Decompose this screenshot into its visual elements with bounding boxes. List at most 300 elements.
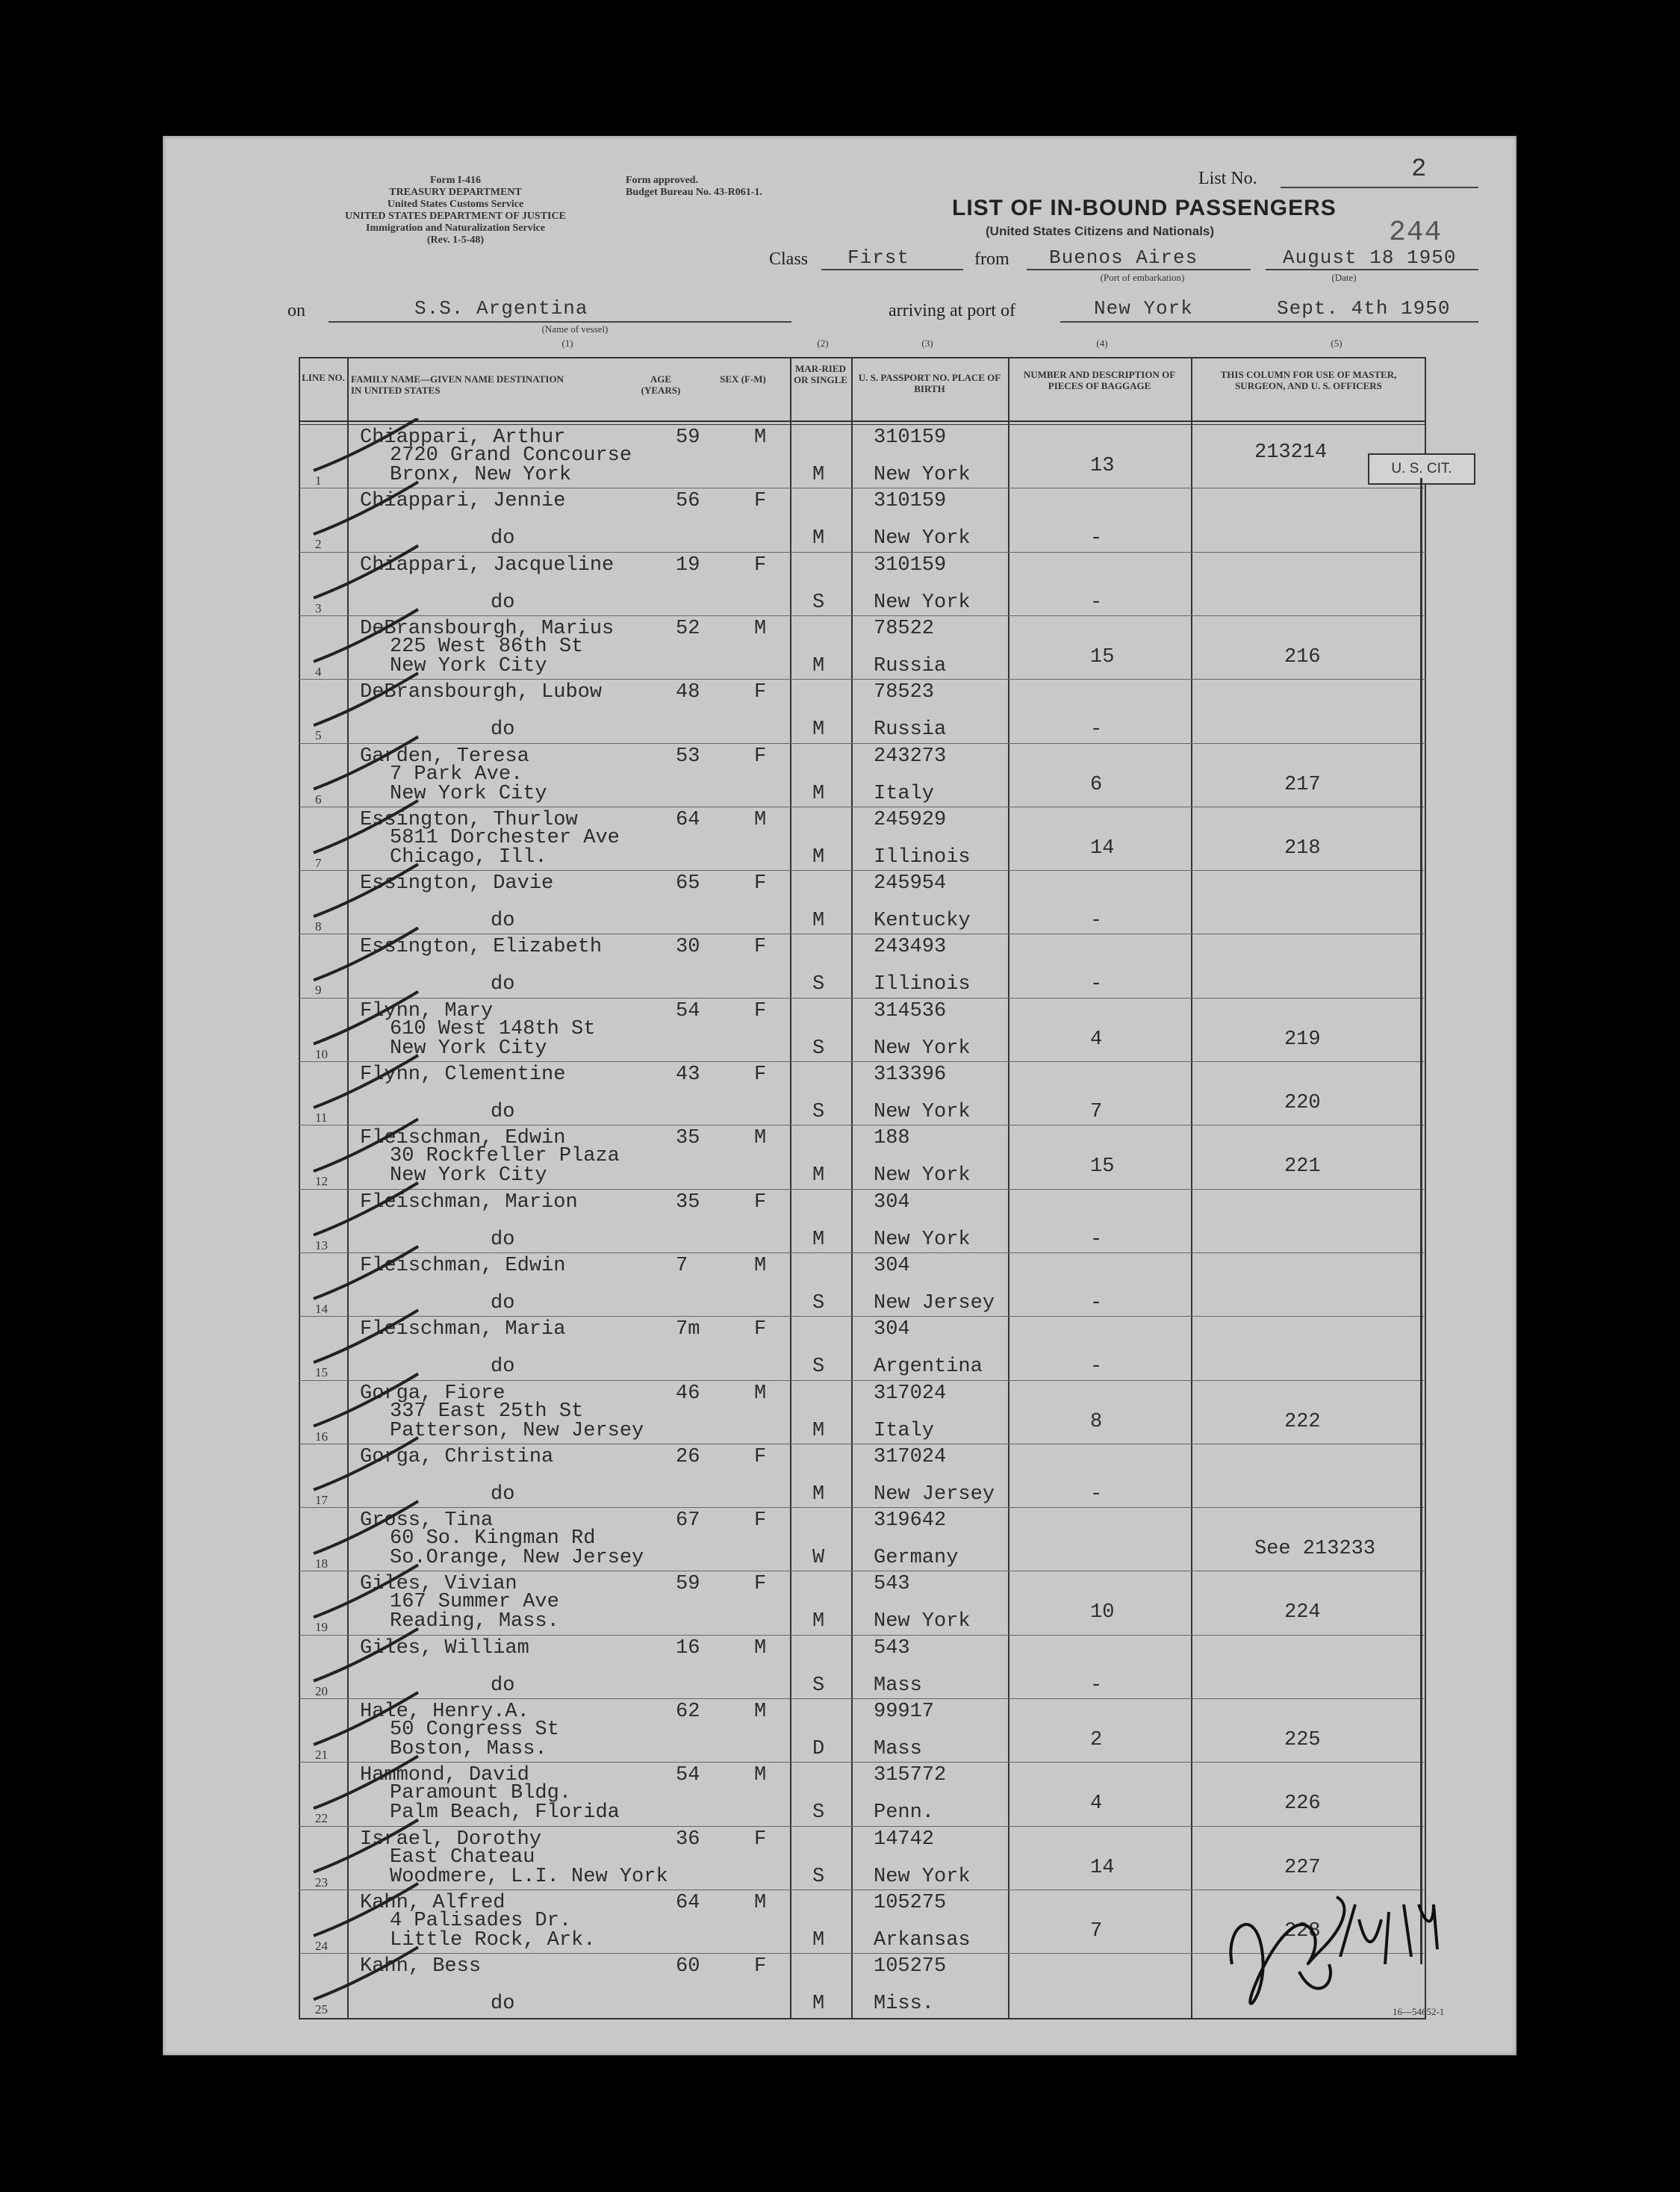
destination-city: New York City (390, 654, 547, 677)
age: 46 (676, 1382, 700, 1405)
age: 36 (676, 1828, 700, 1851)
line-number: 4 (315, 664, 322, 679)
place-of-birth: New York (874, 591, 971, 614)
passenger-name: Giles, William (360, 1636, 529, 1659)
sex: F (754, 1445, 767, 1468)
class-value: First (847, 246, 910, 269)
officer-number: See 213233 (1254, 1538, 1376, 1561)
destination-city: So.Orange, New Jersey (390, 1547, 644, 1570)
officer-number: 217 (1284, 773, 1321, 796)
passport-number: 317024 (874, 1382, 947, 1405)
baggage-count: - (1090, 1674, 1103, 1697)
baggage-count: 7 (1090, 1919, 1103, 1943)
form-approval: Form approved. Budget Bureau No. 43-R061-1. (626, 175, 762, 198)
baggage-count: - (1090, 527, 1103, 550)
marital-status: M (812, 782, 825, 805)
age: 30 (676, 936, 700, 959)
sex: M (754, 1127, 767, 1150)
sex: F (754, 1190, 767, 1214)
passenger-name: Kahn, Alfred (360, 1891, 505, 1914)
passenger-name: Chiappari, Arthur (360, 426, 566, 449)
checkmark (314, 864, 418, 916)
col-number: (3) (921, 338, 933, 349)
vessel-name: S.S. Argentina (414, 297, 588, 320)
baggage-count: - (1090, 910, 1103, 933)
baggage-count: - (1090, 973, 1103, 996)
passport-number: 78522 (874, 617, 935, 640)
checkmark (314, 546, 418, 598)
sex: M (754, 808, 767, 831)
destination-city: do (491, 527, 515, 550)
destination-city: New York City (390, 1164, 547, 1187)
age: 64 (676, 808, 700, 831)
line-number: 20 (315, 1683, 328, 1698)
destination-street: East Chateau (390, 1845, 535, 1869)
passport-number: 310159 (874, 490, 947, 513)
baggage-count: 2 (1090, 1729, 1103, 1751)
header-passport: U. S. PASSPORT NO. PLACE OF BIRTH (858, 372, 1001, 394)
header-officers: THIS COLUMN FOR USE OF MASTER, SURGEON, AND U. S. OFFICERS (1220, 369, 1397, 391)
destination-street: 225 West 86th St (390, 635, 584, 658)
passenger-name: Essington, Elizabeth (360, 936, 603, 959)
form-agency-header (284, 175, 627, 246)
destination-street: 2720 Grand Concourse (390, 444, 632, 467)
checkmark (314, 737, 418, 789)
officer-number: 213214 (1254, 441, 1328, 464)
arrival-date: Sept. 4th 1950 (1277, 297, 1451, 320)
destination-city: New York City (390, 1037, 547, 1060)
sex: F (754, 999, 767, 1022)
marital-status: M (812, 527, 825, 550)
passenger-name: Gross, Tina (360, 1509, 494, 1533)
checkmark (314, 992, 418, 1044)
marital-status: S (812, 1356, 825, 1379)
destination-street: 60 So. Kingman Rd (390, 1527, 596, 1550)
age: 7m (676, 1318, 700, 1341)
place-of-birth: New York (874, 464, 971, 486)
destination-city: Woodmere, L.I. New York (390, 1865, 668, 1888)
from-label: from (974, 249, 1009, 269)
checkmark (314, 673, 418, 725)
sex: M (754, 1382, 767, 1405)
destination-city: Reading, Mass. (390, 1610, 559, 1633)
passenger-name: Israel, Dorothy (360, 1828, 542, 1851)
marital-status: M (812, 718, 825, 742)
sex: M (754, 1254, 767, 1277)
destination-city: do (491, 910, 515, 933)
passport-number: 243493 (874, 936, 947, 959)
age: 64 (676, 1891, 700, 1914)
sex: F (754, 1955, 767, 1978)
baggage-count: 4 (1090, 1792, 1103, 1816)
age: 54 (676, 999, 700, 1022)
marital-status: M (812, 1228, 825, 1251)
us-citizen-stamp: U. S. CIT. (1368, 453, 1475, 485)
passenger-name: Giles, Vivian (360, 1573, 517, 1596)
age: 43 (676, 1064, 700, 1086)
header-line-no: LINE NO. (302, 372, 345, 383)
header-sex: SEX (F-M) (720, 373, 766, 385)
col-number: (5) (1331, 338, 1343, 349)
sex: F (754, 745, 767, 768)
header-name: FAMILY NAME—GIVEN NAME DESTINATION IN UNITED STATES (351, 373, 564, 396)
place-of-birth: Germany (874, 1547, 959, 1570)
age: 67 (676, 1509, 700, 1533)
baggage-count: 4 (1090, 1028, 1103, 1051)
baggage-count: 8 (1090, 1410, 1103, 1433)
passenger-name: Gorga, Fiore (360, 1382, 505, 1405)
place-of-birth: New York (874, 1164, 971, 1187)
age: 53 (676, 745, 700, 768)
place-of-birth: Miss. (874, 1993, 935, 2016)
passenger-name: Chiappari, Jacqueline (360, 553, 615, 577)
checkmark (314, 1183, 418, 1235)
marital-status: M (812, 845, 825, 869)
passenger-name: Flynn, Clementine (360, 1064, 566, 1086)
place-of-birth: Italy (874, 1419, 935, 1442)
place-of-birth: New Jersey (874, 1291, 995, 1314)
officer-number: 218 (1284, 836, 1321, 860)
place-of-birth: New York (874, 1228, 971, 1251)
place-of-birth: Illinois (874, 973, 971, 996)
passenger-name: DeBransbourgh, Lubow (360, 681, 603, 704)
age: 19 (676, 553, 700, 577)
place-of-birth: New York (874, 1101, 971, 1123)
col-number: (4) (1096, 338, 1108, 349)
passport-number: 304 (874, 1318, 910, 1341)
age: 65 (676, 872, 700, 895)
marital-status: S (812, 1801, 825, 1825)
passenger-name: Fleischman, Edwin (360, 1254, 566, 1277)
passenger-name: Essington, Thurlow (360, 808, 578, 831)
destination-city: Bronx, New York (390, 464, 572, 486)
baggage-count: - (1090, 591, 1103, 614)
officer-number: 222 (1284, 1410, 1321, 1433)
line-number: 19 (315, 1620, 328, 1635)
checkmark (314, 1692, 418, 1745)
destination-street: 7 Park Ave. (390, 763, 523, 786)
marital-status: M (812, 1482, 825, 1506)
sex: F (754, 1064, 767, 1086)
sex: M (754, 1701, 767, 1723)
destination-city: do (491, 1674, 515, 1697)
place-of-birth: Mass (874, 1674, 922, 1697)
revision: (Rev. 1-5-48) (426, 235, 485, 246)
baggage-count: 13 (1090, 455, 1115, 477)
baggage-count: 15 (1090, 645, 1115, 668)
baggage-count: - (1090, 1356, 1103, 1379)
passenger-name: Essington, Davie (360, 872, 554, 895)
place-of-birth: Russia (874, 654, 947, 677)
passport-number: 313396 (874, 1064, 947, 1086)
destination-city: Palm Beach, Florida (390, 1801, 620, 1825)
sex: M (754, 426, 767, 449)
sex: M (754, 1891, 767, 1914)
line-number: 12 (315, 1174, 328, 1189)
checkmark (314, 1374, 418, 1426)
baggage-count: 14 (1090, 836, 1115, 860)
destination-city: do (491, 973, 515, 996)
embarkation-date: August 18 1950 (1283, 246, 1457, 269)
port-caption: (Port of embarkation) (1100, 272, 1185, 283)
destination-city: do (491, 718, 515, 742)
sex: F (754, 936, 767, 959)
age: 60 (676, 1955, 700, 1978)
arriving-label: arriving at port of (889, 301, 1015, 320)
officer-number: 225 (1284, 1729, 1321, 1751)
place-of-birth: New York (874, 1865, 971, 1888)
passport-number: 304 (874, 1254, 910, 1277)
marital-status: M (812, 1164, 825, 1187)
baggage-count: - (1090, 1482, 1103, 1506)
age: 35 (676, 1190, 700, 1214)
place-of-birth: Mass (874, 1738, 922, 1760)
checkmark (314, 482, 418, 534)
place-of-birth: Arkansas (874, 1928, 971, 1952)
checkmark (314, 801, 418, 853)
marital-status: S (812, 1865, 825, 1888)
passport-number: 317024 (874, 1445, 947, 1468)
sex: M (754, 617, 767, 640)
place-of-birth: New York (874, 1037, 971, 1060)
officer-number: 228 (1284, 1919, 1321, 1943)
baggage-count: 15 (1090, 1155, 1115, 1179)
line-number: 21 (315, 1748, 328, 1762)
marital-status: D (812, 1738, 825, 1760)
passport-number: 319642 (874, 1509, 947, 1533)
passenger-name: Gorga, Christina (360, 1445, 554, 1468)
officer-number: 224 (1284, 1601, 1321, 1624)
marital-status: M (812, 464, 825, 486)
passport-number: 243273 (874, 745, 947, 768)
age: 26 (676, 1445, 700, 1468)
age: 56 (676, 490, 700, 513)
destination-street: 610 West 148th St (390, 1017, 596, 1040)
line-number: 14 (315, 1301, 328, 1316)
checkmark (314, 1820, 418, 1872)
officer-number: 221 (1284, 1155, 1321, 1179)
passenger-name: Fleischman, Marion (360, 1190, 578, 1214)
sex: F (754, 681, 767, 704)
embarkation-port: Buenos Aires (1049, 246, 1198, 269)
place-of-birth: New York (874, 527, 971, 550)
destination-street: Paramount Bldg. (390, 1782, 572, 1805)
page-number: 244 (1389, 217, 1443, 249)
destination-city: do (491, 1228, 515, 1251)
officer-number: 226 (1284, 1792, 1321, 1816)
sex: M (754, 1764, 767, 1787)
passport-number: 310159 (874, 426, 947, 449)
date-caption: (Date) (1331, 272, 1357, 283)
on-label: on (287, 301, 305, 320)
checkmark (314, 1310, 418, 1362)
passport-number: 99917 (874, 1701, 935, 1723)
line-number: 6 (315, 792, 322, 807)
marital-status: M (812, 1993, 825, 2016)
officer-number: 216 (1284, 645, 1321, 668)
marital-status: S (812, 1291, 825, 1314)
place-of-birth: Kentucky (874, 910, 971, 933)
checkmark (314, 609, 418, 662)
line-number: 13 (315, 1238, 328, 1252)
treasury-dept: TREASURY DEPARTMENT (389, 187, 522, 198)
list-no-value: 2 (1411, 155, 1428, 184)
checkmark (314, 1055, 418, 1108)
marital-status: M (812, 1419, 825, 1442)
age: 59 (676, 426, 700, 449)
checkmark (314, 928, 418, 980)
passenger-name: Hale, Henry.A. (360, 1701, 529, 1723)
officer-number: 227 (1284, 1856, 1321, 1879)
passport-number: 105275 (874, 1955, 947, 1978)
passport-number: 304 (874, 1190, 910, 1214)
checkmark (314, 1119, 418, 1171)
officer-number: 220 (1284, 1092, 1321, 1114)
line-number: 24 (315, 1938, 328, 1953)
sex: F (754, 1573, 767, 1596)
header-baggage: NUMBER AND DESCRIPTION OF PIECES OF BAGGAGE (1023, 369, 1176, 391)
passport-number: 245954 (874, 872, 947, 895)
line-number: 5 (315, 728, 322, 743)
destination-street: 30 Rockfeller Plaza (390, 1145, 620, 1168)
sex: M (754, 1636, 767, 1659)
destination-city: New York City (390, 782, 547, 805)
baggage-count: 7 (1090, 1101, 1103, 1123)
checkmark (314, 1246, 418, 1299)
age: 54 (676, 1764, 700, 1787)
destination-city: Little Rock, Ark. (390, 1928, 596, 1952)
vessel-caption: (Name of vessel) (541, 323, 609, 335)
line-number: 16 (315, 1429, 328, 1444)
passport-number: 188 (874, 1127, 910, 1150)
marital-status: M (812, 654, 825, 677)
passenger-name: Fleischman, Edwin (360, 1127, 566, 1150)
line-number: 25 (315, 2002, 328, 2017)
place-of-birth: New York (874, 1610, 971, 1633)
line-number: 18 (315, 1556, 328, 1571)
print-code: 16—54652-1 (1393, 2006, 1445, 2017)
passenger-name: DeBransbourgh, Marius (360, 617, 615, 640)
age: 16 (676, 1636, 700, 1659)
passport-number: 245929 (874, 808, 947, 831)
marital-status: S (812, 1037, 825, 1060)
list-no-label: List No. (1198, 169, 1257, 188)
baggage-count: 10 (1090, 1601, 1115, 1624)
destination-city: Chicago, Ill. (390, 845, 547, 869)
header-married: MAR-RIED OR SINGLE (794, 363, 847, 385)
checkmark (314, 1884, 418, 1936)
col-number: (2) (817, 338, 829, 349)
baggage-count: - (1090, 1228, 1103, 1251)
destination-city: Boston, Mass. (390, 1738, 547, 1760)
customs-service: United States Customs Service (387, 199, 524, 210)
header-age: AGE (YEARS) (641, 373, 681, 396)
arrival-port: New York (1094, 297, 1193, 320)
officer-bracket-line (1420, 478, 1422, 1964)
line-number: 8 (315, 919, 322, 934)
checkmark (314, 1629, 418, 1681)
line-number: 9 (315, 983, 322, 998)
destination-city: do (491, 1356, 515, 1379)
destination-city: do (491, 1993, 515, 2016)
sex: F (754, 1509, 767, 1533)
passport-number: 543 (874, 1636, 910, 1659)
place-of-birth: Russia (874, 718, 947, 742)
checkmark (314, 1438, 418, 1490)
marital-status: S (812, 591, 825, 614)
destination-city: do (491, 1482, 515, 1506)
place-of-birth: Penn. (874, 1801, 935, 1825)
marital-status: M (812, 1610, 825, 1633)
destination-street: 337 East 25th St (390, 1400, 584, 1423)
sex: F (754, 1318, 767, 1341)
line-number: 3 (315, 600, 322, 615)
line-number: 1 (315, 474, 322, 488)
passport-number: 310159 (874, 553, 947, 577)
line-number: 23 (315, 1875, 328, 1890)
line-number: 11 (315, 1111, 328, 1125)
marital-status: M (812, 910, 825, 933)
destination-street: 4 Palisades Dr. (390, 1909, 572, 1932)
destination-city: Patterson, New Jersey (390, 1419, 644, 1442)
line-number: 15 (315, 1365, 328, 1380)
destination-city: do (491, 591, 515, 614)
passport-number: 314536 (874, 999, 947, 1022)
line-number: 17 (315, 1492, 328, 1507)
col-number: (1) (561, 338, 573, 349)
baggage-count: - (1090, 1291, 1103, 1314)
form-subtitle: (United States Citizens and Nationals) (986, 224, 1215, 238)
baggage-count: 14 (1090, 1856, 1115, 1879)
passenger-name: Fleischman, Maria (360, 1318, 566, 1341)
place-of-birth: Argentina (874, 1356, 983, 1379)
checkmark (314, 1565, 418, 1617)
passenger-name: Hammond, David (360, 1764, 529, 1787)
passport-number: 543 (874, 1573, 910, 1596)
marital-status: S (812, 1674, 825, 1697)
checkmark (314, 1756, 418, 1808)
line-number: 10 (315, 1046, 328, 1061)
passport-number: 105275 (874, 1891, 947, 1914)
passenger-name: Chiappari, Jennie (360, 490, 566, 513)
age: 52 (676, 617, 700, 640)
destination-city: do (491, 1101, 515, 1123)
sex: F (754, 553, 767, 577)
passenger-name: Flynn, Mary (360, 999, 494, 1022)
passenger-name: Kahn, Bess (360, 1955, 482, 1978)
passenger-name: Garden, Teresa (360, 745, 529, 768)
age: 48 (676, 681, 700, 704)
passport-number: 315772 (874, 1764, 947, 1787)
age: 62 (676, 1701, 700, 1723)
checkmark (314, 418, 418, 471)
destination-street: 5811 Dorchester Ave (390, 826, 620, 849)
officer-signature (1210, 1860, 1493, 2031)
line-number: 7 (315, 855, 322, 870)
marital-status: S (812, 973, 825, 996)
sex: F (754, 1828, 767, 1851)
age: 35 (676, 1127, 700, 1150)
marital-status: W (812, 1547, 825, 1570)
officer-number: 219 (1284, 1028, 1321, 1051)
marital-status: M (812, 1928, 825, 1952)
form-number: Form I-416 (429, 175, 482, 186)
place-of-birth: New Jersey (874, 1482, 995, 1506)
destination-street: 167 Summer Ave (390, 1591, 559, 1614)
checkmark (314, 1947, 418, 1999)
destination-city: do (491, 1291, 515, 1314)
age: 7 (676, 1254, 688, 1277)
